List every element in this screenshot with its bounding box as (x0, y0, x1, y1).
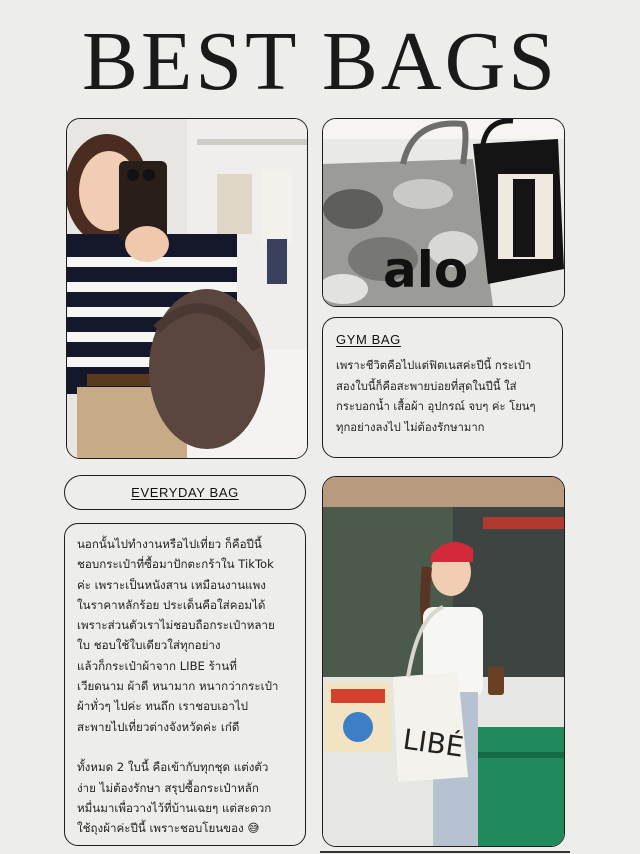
gym-bag-heading: GYM BAG (336, 332, 401, 347)
mirror-selfie-photo (66, 118, 308, 459)
everyday-bag-card (64, 523, 306, 846)
everyday-bag-heading: EVERYDAY BAG (131, 485, 239, 500)
everyday-bag-heading-pill (64, 475, 306, 510)
everyday-bag-text: นอกนั้นไปทำงานหรือไปเที่ยว ก็คือปีนี้ ชอบกระเป๋าที่ซื้อมาปักตะกร้าใน TikTok ค่ะ เพราะเป็นหนังสาน เหมือนงานแพง ในราคาหลักร้อย ประเด็นคือใส่คอมได้ เพราะส่วนตัวเราไม่ชอบถือกระเป๋าหลาย ใบ ชอบใช้ใบเดียวใส่ทุกอย่าง แล้วก็กระเป๋าผ้าจาก LIBE ร้านที่ เวียดนาม ผ้าดี หนามาก หนากว่ากระเป๋า ผ้าทั่วๆ ไปค่ะ ทนถึก เราชอบเอาไป สะพายไปเที่ยวต่างจังหวัดค่ะ เก๋ดี ทั้งหมด 2 ใบนี้ คือเข้ากับทุกชุด แต่งตัว ง่าย ไม่ต้องรักษา สรุปซื้อกระเป๋าหลัก หมื่นมาเพื่อวางไว้ที่บ้านเฉยๆ แต่สะดวก ใช้ถุงผ้าค่ะปีนี้ เพราะชอบโยนของ 😅 (77, 537, 279, 836)
divider (320, 851, 570, 853)
libe-tote-photo (322, 476, 565, 847)
alo-logo: alo (383, 241, 469, 299)
libe-logo: LIBÉ (400, 722, 466, 764)
gym-bag-card (322, 317, 563, 458)
gym-bag-text: เพราะชีวิตคือไปแต่ฟิตเนสค่ะปีนี้ กระเป๋า สองใบนี้ก็คือสะพายบ่อยที่สุดในปีนี้ ใส่ กระบอกน้ำ เสื้อผ้า อุปกรณ์ จบๆ ค่ะ โยนๆ ทุกอย่างลงไป ไม่ต้องรักษามาก (336, 359, 536, 434)
gym-bags-photo (322, 118, 565, 307)
page-title: BEST BAGS (82, 15, 558, 108)
